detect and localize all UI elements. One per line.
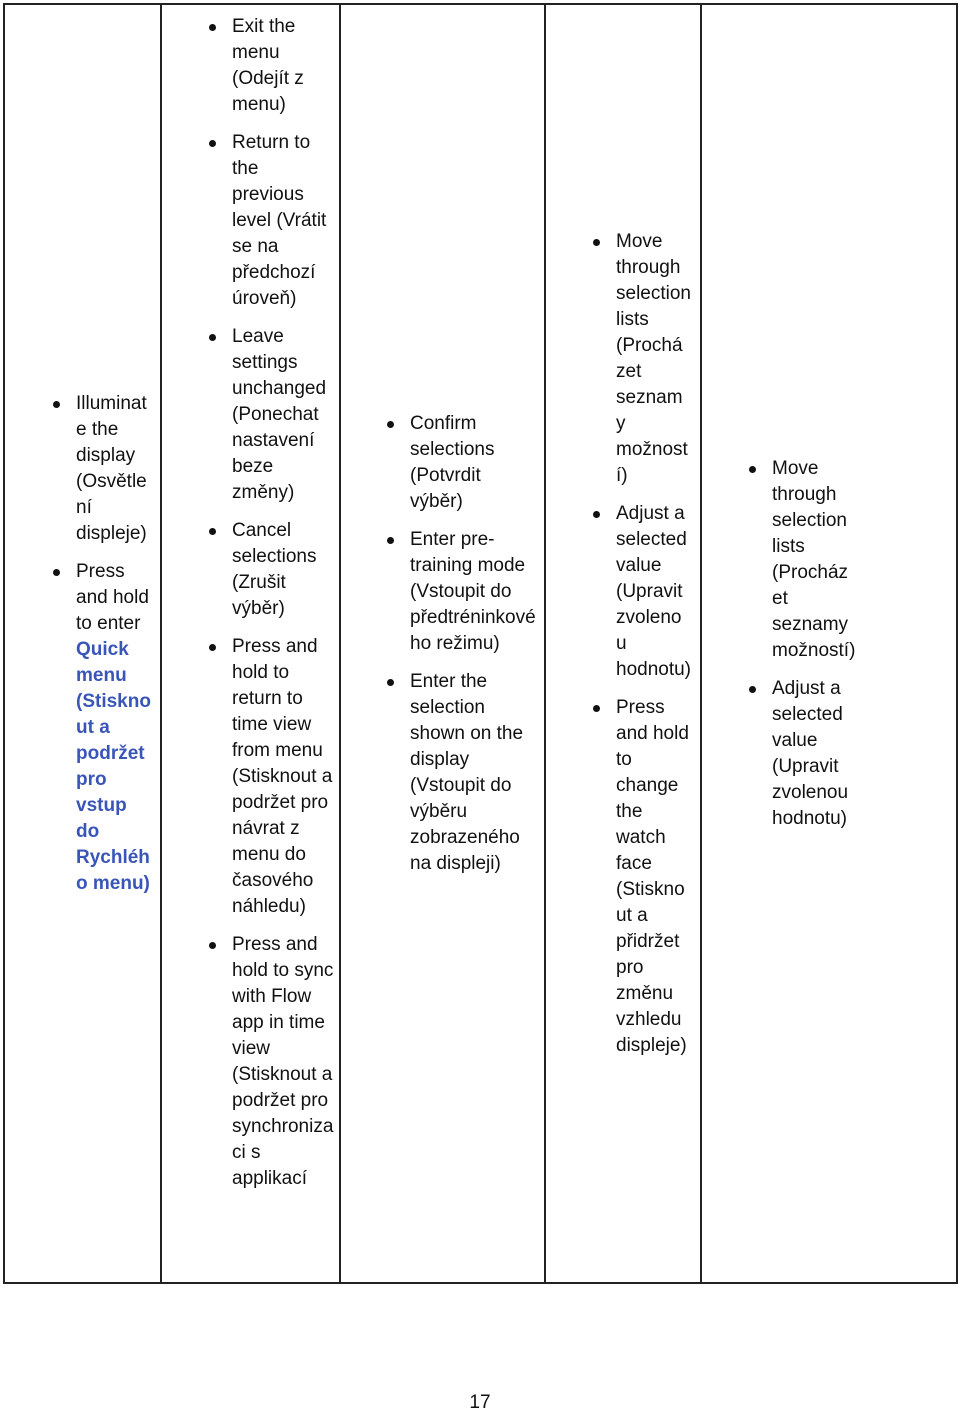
bullet-list	[546, 229, 700, 1059]
page-number: 17	[469, 1392, 491, 1413]
list-item: Leave settings unchanged (Ponechat nastavení beze změny)	[232, 324, 335, 506]
list-item: Adjust a selected value (Upravit zvolenou hodnotu)	[772, 676, 856, 832]
list-item: Move through selection lists (Procházet seznamy možností)	[616, 229, 692, 489]
button-function-table	[3, 3, 958, 1284]
list-item: Illuminate the display (Osvětlení displeje)	[76, 391, 152, 547]
list-item: Exit the menu (Odejít z menu)	[232, 14, 335, 118]
bullet-list	[162, 14, 339, 1192]
list-item: Press and hold to sync with Flow app in time view (Stisknout a podržet pro synchronizaci s applikací	[232, 932, 335, 1192]
table-cell-light-button	[5, 5, 162, 1282]
list-item: Move through selection lists (Procházet seznamy možností)	[772, 456, 856, 664]
list-item: Enter the selection shown on the display (Vstoupit do výběru zobrazeného na displeji)	[410, 669, 536, 877]
bullet-list	[702, 456, 956, 832]
table-cell-back-button	[162, 5, 341, 1282]
table-cell-up-button	[546, 5, 702, 1282]
list-item: Enter pre-training mode (Vstoupit do předtréninkového režimu)	[410, 527, 536, 657]
list-item: Return to the previous level (Vrátit se na předchozí úroveň)	[232, 130, 335, 312]
bullet-list	[341, 411, 544, 877]
quick-menu-emphasis: Quick menu (Stisknout a podržet pro vstup do Rychlého menu)	[76, 638, 151, 894]
list-item: Confirm selections (Potvrdit výběr)	[410, 411, 536, 515]
list-item: Cancel selections (Zrušit výběr)	[232, 518, 335, 622]
list-item: Adjust a selected value (Upravit zvolenou hodnotu)	[616, 501, 692, 683]
bullet-list	[5, 391, 160, 897]
table-cell-down-button	[702, 5, 956, 1282]
list-item-text: Press and hold to enter	[76, 560, 149, 634]
list-item	[76, 559, 152, 897]
list-item: Press and hold to change the watch face (Stisknout a přidržet pro změnu vzhledu displeje)	[616, 695, 692, 1059]
list-item: Press and hold to return to time view from menu (Stisknout a podržet pro návrat z menu do časového náhledu)	[232, 634, 335, 920]
table-cell-start-button	[341, 5, 546, 1282]
